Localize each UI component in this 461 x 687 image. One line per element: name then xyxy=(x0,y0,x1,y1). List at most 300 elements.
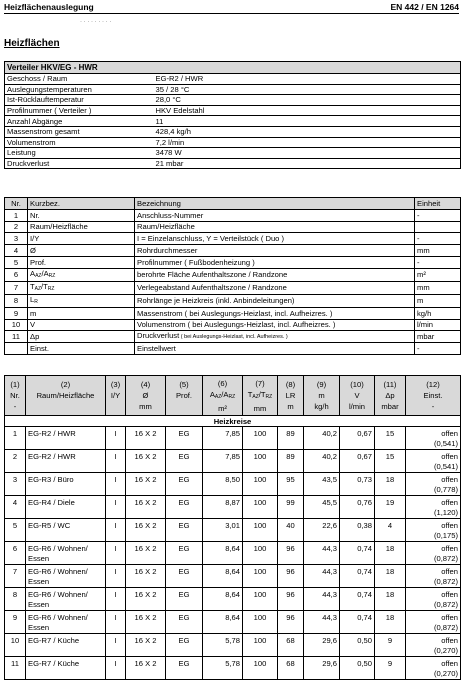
cell-dp: 9 xyxy=(375,634,406,657)
cell-v: 0,74 xyxy=(340,588,375,611)
cell-iy: I xyxy=(106,473,126,496)
column-header xyxy=(26,376,106,416)
einst-state: offen xyxy=(441,590,458,599)
legend-bez: Anschluss-Nummer xyxy=(135,209,415,221)
cell-m: 44,3 xyxy=(304,565,340,588)
column-header xyxy=(304,376,340,416)
verteiler-label: Massenstrom gesamt xyxy=(5,126,154,137)
cell-prof: EG xyxy=(166,565,203,588)
legend-bez-small: ( bei Auslegungs-Heizlast, incl. Aufheizres. ) xyxy=(179,334,288,341)
cell-a: 8,50 xyxy=(203,473,243,496)
cell-lr: 96 xyxy=(278,588,304,611)
cell-a: 8,64 xyxy=(203,611,243,634)
cell-iy: I xyxy=(106,657,126,680)
column-name: $T_{AZ}/T_{RZ}$ xyxy=(247,389,273,400)
legend-kurz: I/Y xyxy=(28,233,135,245)
column-name: LR xyxy=(285,391,296,400)
cell-d: 16 X 2 xyxy=(126,611,166,634)
column-number: (11) xyxy=(383,380,397,389)
column-unit: m² xyxy=(218,403,227,413)
einst-value: (0,872) xyxy=(433,623,458,632)
cell-m: 29,6 xyxy=(304,657,340,680)
cell-nr: 3 xyxy=(5,473,26,496)
column-unit: kg/h xyxy=(314,402,329,411)
cell-iy: I xyxy=(106,634,126,657)
column-name: V xyxy=(354,391,360,400)
legend-nr: 3 xyxy=(5,233,28,245)
cell-prof: EG xyxy=(166,542,203,565)
cell-d: 16 X 2 xyxy=(126,519,166,542)
cell-iy: I xyxy=(106,496,126,519)
cell-prof: EG xyxy=(166,473,203,496)
cell-m: 45,5 xyxy=(304,496,340,519)
legend-kurz-sub: AZ xyxy=(35,272,42,279)
column-header xyxy=(278,376,304,416)
legend-bez: Profilnummer ( Fußbodenheizung ) xyxy=(135,256,415,268)
legend-einheit: kg/h xyxy=(415,307,461,319)
table-row xyxy=(5,473,461,496)
einst-value: (1,120) xyxy=(433,508,458,517)
cell-einst xyxy=(406,611,461,634)
cell-einst xyxy=(406,634,461,657)
cell-d: 16 X 2 xyxy=(126,450,166,473)
cell-d: 16 X 2 xyxy=(126,657,166,680)
legend-kurz: Ø xyxy=(28,245,135,257)
cell-lr: 96 xyxy=(278,565,304,588)
legend-bez: Massenstrom ( bei Auslegungs-Heizlast, incl. Aufheizres. ) xyxy=(135,307,415,319)
verteiler-label: Geschoss / Raum xyxy=(5,74,154,85)
legend-kurz: Δp xyxy=(28,331,135,343)
legend-bez: Raum/Heizfläche xyxy=(135,221,415,233)
legend-bez: Verlegeabstand Aufenthaltszone / Randzone xyxy=(135,281,415,294)
cell-m: 29,6 xyxy=(304,634,340,657)
verteiler-row xyxy=(5,116,461,127)
column-header xyxy=(126,376,166,416)
verteiler-row xyxy=(5,148,461,159)
verteiler-value: 35 / 28 °C xyxy=(154,84,461,95)
legend-nr: 11 xyxy=(5,331,28,343)
cell-prof: EG xyxy=(166,634,203,657)
cell-raum: EG-R3 / Büro xyxy=(26,473,106,496)
einst-value: (0,872) xyxy=(433,600,458,609)
cell-m: 44,3 xyxy=(304,611,340,634)
column-unit: - xyxy=(13,402,17,411)
cell-nr: 1 xyxy=(5,427,26,450)
cell-raum: EG-R6 / Wohnen/ Essen xyxy=(26,542,106,565)
column-header xyxy=(166,376,203,416)
cell-nr: 6 xyxy=(5,542,26,565)
table-row xyxy=(5,611,461,634)
legend-nr: 10 xyxy=(5,319,28,331)
cell-raum: EG-R2 / HWR xyxy=(26,450,106,473)
einst-state: offen xyxy=(441,567,458,576)
legend-kurz-sub: RZ xyxy=(47,285,55,292)
legend-einheit: - xyxy=(415,343,461,355)
cell-dp: 18 xyxy=(375,542,406,565)
cell-prof: EG xyxy=(166,611,203,634)
legend-nr: 4 xyxy=(5,245,28,257)
cell-t: 100 xyxy=(243,657,278,680)
cell-a: 8,64 xyxy=(203,565,243,588)
legend-row xyxy=(5,281,461,294)
legend-kurz: Einst. xyxy=(28,343,135,355)
column-number: (5) xyxy=(179,380,189,389)
column-header xyxy=(243,376,278,416)
column-number: (8) xyxy=(285,380,296,389)
cell-einst xyxy=(406,542,461,565)
column-number: (6) xyxy=(217,378,228,388)
legend-kurz-sub: RZ xyxy=(48,272,56,279)
verteiler-label: Leistung xyxy=(5,148,154,159)
column-unit: - xyxy=(431,402,435,411)
legend-einheit: - xyxy=(415,233,461,245)
einst-value: (0,872) xyxy=(433,554,458,563)
cell-lr: 99 xyxy=(278,496,304,519)
einst-state: offen xyxy=(441,659,458,668)
cell-t: 100 xyxy=(243,427,278,450)
cell-raum: EG-R7 / Küche xyxy=(26,657,106,680)
cell-lr: 95 xyxy=(278,473,304,496)
cell-t: 100 xyxy=(243,565,278,588)
legend-bez: Rohrlänge je Heizkreis (inkl. Anbindeleitungen) xyxy=(135,294,415,307)
cell-raum: EG-R6 / Wohnen/ Essen xyxy=(26,611,106,634)
legend-kurz: m xyxy=(28,307,135,319)
cell-m: 22,6 xyxy=(304,519,340,542)
legend-row xyxy=(5,256,461,268)
cell-einst xyxy=(406,565,461,588)
einst-value: (0,175) xyxy=(433,531,458,540)
cell-lr: 68 xyxy=(278,657,304,680)
cell-d: 16 X 2 xyxy=(126,565,166,588)
cell-d: 16 X 2 xyxy=(126,588,166,611)
column-number: (9) xyxy=(316,380,327,389)
einst-state: offen xyxy=(441,636,458,645)
column-header xyxy=(406,376,461,416)
cell-t: 100 xyxy=(243,496,278,519)
legend-kurz-main: L xyxy=(30,294,35,304)
cell-d: 16 X 2 xyxy=(126,634,166,657)
cell-t: 100 xyxy=(243,634,278,657)
cell-d: 16 X 2 xyxy=(126,496,166,519)
column-unit: mm xyxy=(253,403,267,413)
cell-lr: 68 xyxy=(278,634,304,657)
cell-einst xyxy=(406,519,461,542)
cell-iy: I xyxy=(106,519,126,542)
legend-einheit: mbar xyxy=(415,331,461,343)
cell-a: 8,87 xyxy=(203,496,243,519)
legend-kurz xyxy=(28,281,135,294)
legend-einheit: l/min xyxy=(415,319,461,331)
legend-einheit: mm xyxy=(415,281,461,294)
cell-t: 100 xyxy=(243,588,278,611)
cell-m: 40,2 xyxy=(304,450,340,473)
table-row xyxy=(5,496,461,519)
cell-nr: 5 xyxy=(5,519,26,542)
einst-state: offen xyxy=(441,544,458,553)
column-name: Ø xyxy=(142,391,149,400)
standard-reference: EN 442 / EN 1264 xyxy=(390,2,459,12)
verteiler-label: Auslegungstemperaturen xyxy=(5,84,154,95)
column-unit: l/min xyxy=(348,402,366,411)
cell-lr: 96 xyxy=(278,611,304,634)
column-unit: mm xyxy=(139,402,152,411)
verteiler-value: 11 xyxy=(154,116,461,127)
cell-raum: EG-R2 / HWR xyxy=(26,427,106,450)
table-row xyxy=(5,634,461,657)
column-name: m xyxy=(318,391,325,400)
cell-v: 0,67 xyxy=(340,427,375,450)
cell-einst xyxy=(406,657,461,680)
legend-kurz: Nr. xyxy=(28,209,135,221)
legend-kurz-sub: AZ xyxy=(34,285,42,292)
verteiler-row xyxy=(5,126,461,137)
cell-nr: 11 xyxy=(5,657,26,680)
cell-dp: 15 xyxy=(375,450,406,473)
cell-dp: 9 xyxy=(375,657,406,680)
cell-dp: 18 xyxy=(375,588,406,611)
legend-kurz-main: A xyxy=(30,268,36,278)
verteiler-row xyxy=(5,137,461,148)
table-row xyxy=(5,542,461,565)
verteiler-label: Profilnummer ( Verteiler ) xyxy=(5,105,154,116)
cell-raum: EG-R4 / Diele xyxy=(26,496,106,519)
cell-a: 3,01 xyxy=(203,519,243,542)
verteiler-row xyxy=(5,105,461,116)
cell-m: 44,3 xyxy=(304,542,340,565)
legend-row xyxy=(5,209,461,221)
verteiler-label: Ist-Rücklauftemperatur xyxy=(5,95,154,106)
column-number: (2) xyxy=(60,380,71,389)
cell-m: 43,5 xyxy=(304,473,340,496)
legend-header-einheit: Einheit xyxy=(415,198,461,210)
legend-table xyxy=(4,197,461,355)
legend-row xyxy=(5,268,461,281)
legend-header-nr: Nr. xyxy=(5,198,28,210)
einst-state: offen xyxy=(441,521,458,530)
column-header xyxy=(106,376,126,416)
legend-kurz-mid: /A xyxy=(41,268,49,278)
cell-lr: 89 xyxy=(278,450,304,473)
legend-nr xyxy=(5,343,28,355)
legend-header-bez: Bezeichnung xyxy=(135,198,415,210)
legend-bez-main: Druckverlust xyxy=(137,331,180,341)
einst-value: (0,778) xyxy=(433,485,458,494)
column-number: (10) xyxy=(350,380,364,389)
cell-m: 40,2 xyxy=(304,427,340,450)
cell-prof: EG xyxy=(166,519,203,542)
cell-nr: 7 xyxy=(5,565,26,588)
legend-header-kurz: Kurzbez. xyxy=(28,198,135,210)
verteiler-value: 7,2 l/min xyxy=(154,137,461,148)
cell-nr: 2 xyxy=(5,450,26,473)
cell-nr: 4 xyxy=(5,496,26,519)
cell-dp: 18 xyxy=(375,611,406,634)
cell-prof: EG xyxy=(166,496,203,519)
cell-v: 0,74 xyxy=(340,611,375,634)
column-unit xyxy=(168,401,200,412)
column-name: Prof. xyxy=(175,391,193,400)
cell-a: 8,64 xyxy=(203,588,243,611)
einst-state: offen xyxy=(441,429,458,438)
legend-nr: 5 xyxy=(5,256,28,268)
column-unit: mbar xyxy=(381,402,399,411)
legend-einheit: - xyxy=(415,209,461,221)
page-header xyxy=(4,1,459,14)
cell-a: 5,78 xyxy=(203,634,243,657)
cell-lr: 96 xyxy=(278,542,304,565)
cell-d: 16 X 2 xyxy=(126,542,166,565)
legend-nr: 2 xyxy=(5,221,28,233)
cell-dp: 19 xyxy=(375,496,406,519)
verteiler-table xyxy=(4,61,461,169)
cell-raum: EG-R5 / WC xyxy=(26,519,106,542)
column-header xyxy=(340,376,375,416)
cell-iy: I xyxy=(106,611,126,634)
column-unit: m xyxy=(287,402,294,411)
cell-v: 0,50 xyxy=(340,634,375,657)
table-row xyxy=(5,588,461,611)
column-unit xyxy=(108,401,123,412)
heizkreise-table xyxy=(4,375,461,680)
cell-einst xyxy=(406,588,461,611)
legend-kurz xyxy=(28,268,135,281)
verteiler-value: 28,0 °C xyxy=(154,95,461,106)
faint-text: · · · · · · · · · xyxy=(80,19,112,25)
column-number: (1) xyxy=(10,380,20,389)
cell-dp: 18 xyxy=(375,473,406,496)
cell-v: 0,74 xyxy=(340,542,375,565)
cell-iy: I xyxy=(106,542,126,565)
legend-row xyxy=(5,331,461,343)
verteiler-row xyxy=(5,95,461,106)
cell-prof: EG xyxy=(166,427,203,450)
cell-m: 44,3 xyxy=(304,588,340,611)
cell-iy: I xyxy=(106,427,126,450)
cell-einst xyxy=(406,427,461,450)
column-number: (7) xyxy=(255,378,265,388)
legend-row xyxy=(5,319,461,331)
cell-v: 0,50 xyxy=(340,657,375,680)
table-row xyxy=(5,565,461,588)
column-header xyxy=(375,376,406,416)
legend-row xyxy=(5,221,461,233)
group-heizkreise: Heizkreise xyxy=(5,416,461,427)
legend-nr: 7 xyxy=(5,281,28,294)
einst-state: offen xyxy=(441,613,458,622)
legend-bez: Volumenstrom ( bei Auslegungs-Heizlast, incl. Aufheizres. ) xyxy=(135,319,415,331)
legend-kurz: Prof. xyxy=(28,256,135,268)
cell-prof: EG xyxy=(166,657,203,680)
cell-nr: 9 xyxy=(5,611,26,634)
einst-value: (0,872) xyxy=(433,577,458,586)
column-number: (12) xyxy=(426,380,440,389)
legend-bez: berohrte Fläche Aufenthaltszone / Randzone xyxy=(135,268,415,281)
legend-kurz xyxy=(28,294,135,307)
table-row xyxy=(5,519,461,542)
verteiler-title: Verteiler HKV/EG - HWR xyxy=(5,62,461,74)
legend-bez: Rohrdurchmesser xyxy=(135,245,415,257)
cell-dp: 18 xyxy=(375,565,406,588)
column-name: Raum/Heizfläche xyxy=(36,391,95,400)
legend-kurz-main: T xyxy=(30,281,35,291)
cell-v: 0,76 xyxy=(340,496,375,519)
cell-t: 100 xyxy=(243,542,278,565)
cell-einst xyxy=(406,473,461,496)
cell-v: 0,38 xyxy=(340,519,375,542)
table-row xyxy=(5,450,461,473)
cell-v: 0,73 xyxy=(340,473,375,496)
cell-lr: 40 xyxy=(278,519,304,542)
legend-einheit xyxy=(415,221,461,233)
cell-t: 100 xyxy=(243,473,278,496)
einst-state: offen xyxy=(441,452,458,461)
legend-nr: 1 xyxy=(5,209,28,221)
column-number: (3) xyxy=(110,380,121,389)
legend-einheit: m² xyxy=(415,268,461,281)
verteiler-row xyxy=(5,74,461,85)
cell-v: 0,74 xyxy=(340,565,375,588)
column-name: Δp xyxy=(385,391,395,400)
cell-raum: EG-R6 / Wohnen/ Essen xyxy=(26,588,106,611)
cell-iy: I xyxy=(106,450,126,473)
cell-t: 100 xyxy=(243,611,278,634)
cell-dp: 4 xyxy=(375,519,406,542)
cell-nr: 8 xyxy=(5,588,26,611)
table-row xyxy=(5,427,461,450)
legend-nr: 8 xyxy=(5,294,28,307)
cell-einst xyxy=(406,496,461,519)
column-name: Einst. xyxy=(423,391,443,400)
verteiler-value: 428,4 kg/h xyxy=(154,126,461,137)
legend-einheit: - xyxy=(415,256,461,268)
column-number: (4) xyxy=(140,380,151,389)
cell-t: 100 xyxy=(243,519,278,542)
column-name: $A_{AZ}/A_{RZ}$ xyxy=(209,389,236,400)
verteiler-row xyxy=(5,84,461,95)
legend-row xyxy=(5,307,461,319)
verteiler-label: Anzahl Abgänge xyxy=(5,116,154,127)
legend-einheit: mm xyxy=(415,245,461,257)
legend-kurz-mid: /T xyxy=(41,281,48,291)
einst-value: (0,270) xyxy=(433,669,458,678)
verteiler-value: HKV Edelstahl xyxy=(154,105,461,116)
legend-bez: I = Einzelanschluss, Y = Verteilstück ( Duo ) xyxy=(135,233,415,245)
verteiler-label: Volumenstrom xyxy=(5,137,154,148)
column-name: I/Y xyxy=(110,391,121,400)
cell-a: 5,78 xyxy=(203,657,243,680)
legend-kurz-sub: R xyxy=(34,298,38,305)
cell-d: 16 X 2 xyxy=(126,473,166,496)
column-header xyxy=(5,376,26,416)
legend-row xyxy=(5,343,461,355)
column-unit xyxy=(28,401,103,412)
cell-lr: 89 xyxy=(278,427,304,450)
cell-einst xyxy=(406,450,461,473)
table-row xyxy=(5,657,461,680)
cell-v: 0,67 xyxy=(340,450,375,473)
einst-value: (0,270) xyxy=(433,646,458,655)
column-name: Nr. xyxy=(10,391,20,400)
verteiler-row xyxy=(5,158,461,169)
legend-bez xyxy=(135,331,415,343)
einst-value: (0,541) xyxy=(433,462,458,471)
section-title: Heizflächen xyxy=(4,38,60,49)
column-header xyxy=(203,376,243,416)
legend-kurz: V xyxy=(28,319,135,331)
document-title: Heizflächenauslegung xyxy=(4,2,94,12)
verteiler-label: Druckverlust xyxy=(5,158,154,169)
einst-state: offen xyxy=(441,498,458,507)
